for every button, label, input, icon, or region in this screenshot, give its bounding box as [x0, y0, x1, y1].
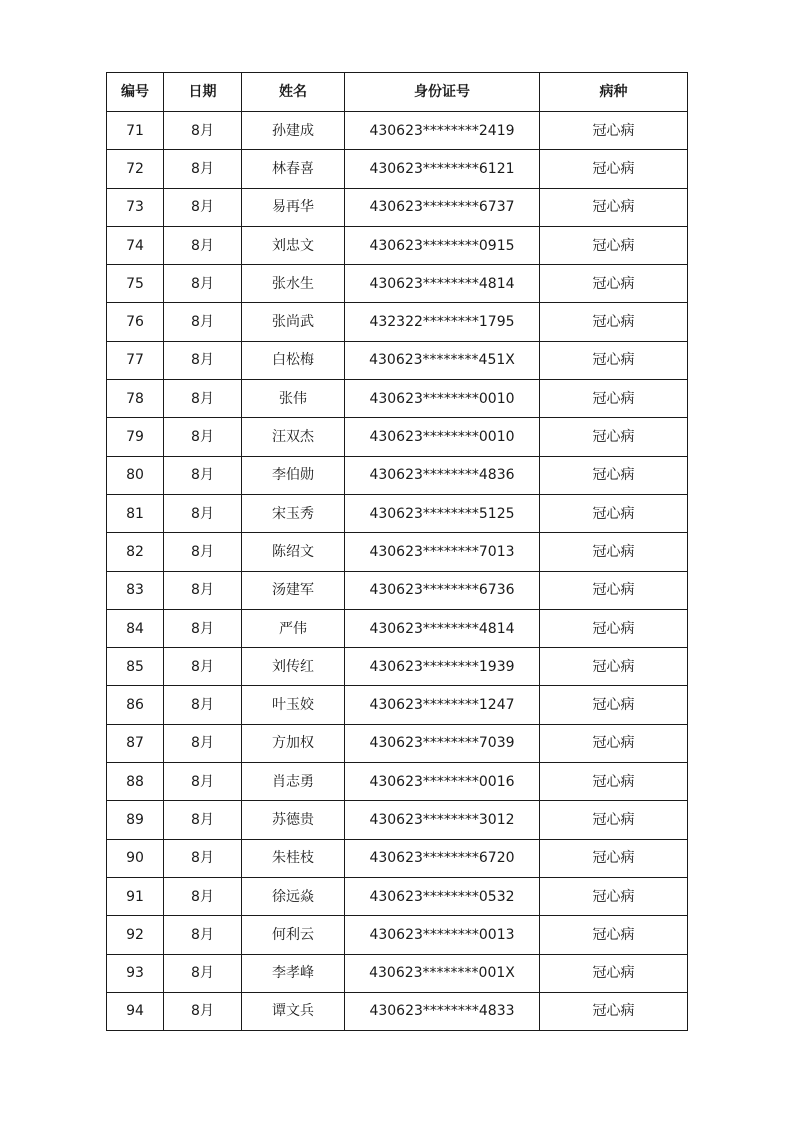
cell-disease: 冠心病 [540, 150, 688, 188]
cell-id-number: 430623********0532 [345, 877, 540, 915]
cell-disease: 冠心病 [540, 494, 688, 532]
cell-id: 94 [107, 992, 164, 1030]
header-id-number: 身份证号 [345, 73, 540, 112]
cell-date: 8月 [164, 188, 242, 226]
cell-id: 79 [107, 418, 164, 456]
cell-name: 叶玉姣 [242, 686, 345, 724]
table-row [107, 150, 688, 188]
cell-id-number: 430623********6736 [345, 571, 540, 609]
cell-id: 92 [107, 916, 164, 954]
table-row [107, 839, 688, 877]
cell-disease: 冠心病 [540, 303, 688, 341]
table-row [107, 648, 688, 686]
cell-date: 8月 [164, 341, 242, 379]
cell-name: 何利云 [242, 916, 345, 954]
table-row [107, 763, 688, 801]
table-row [107, 380, 688, 418]
cell-id-number: 430623********1939 [345, 648, 540, 686]
cell-date: 8月 [164, 303, 242, 341]
header-date: 日期 [164, 73, 242, 112]
cell-id-number: 430623********0013 [345, 916, 540, 954]
cell-disease: 冠心病 [540, 648, 688, 686]
cell-disease: 冠心病 [540, 839, 688, 877]
cell-disease: 冠心病 [540, 533, 688, 571]
cell-name: 易再华 [242, 188, 345, 226]
cell-disease: 冠心病 [540, 188, 688, 226]
cell-id: 71 [107, 112, 164, 150]
cell-name: 谭文兵 [242, 992, 345, 1030]
cell-name: 汪双杰 [242, 418, 345, 456]
cell-id: 75 [107, 265, 164, 303]
cell-date: 8月 [164, 380, 242, 418]
cell-id-number: 430623********6720 [345, 839, 540, 877]
cell-name: 刘忠文 [242, 226, 345, 264]
cell-date: 8月 [164, 533, 242, 571]
header-id: 编号 [107, 73, 164, 112]
table-row [107, 303, 688, 341]
cell-disease: 冠心病 [540, 341, 688, 379]
cell-id: 90 [107, 839, 164, 877]
cell-id-number: 430623********0010 [345, 418, 540, 456]
cell-id-number: 430623********6121 [345, 150, 540, 188]
cell-id: 82 [107, 533, 164, 571]
cell-name: 张伟 [242, 380, 345, 418]
cell-id: 85 [107, 648, 164, 686]
table-row [107, 686, 688, 724]
cell-id: 83 [107, 571, 164, 609]
cell-disease: 冠心病 [540, 609, 688, 647]
cell-date: 8月 [164, 724, 242, 762]
cell-name: 李伯勋 [242, 456, 345, 494]
cell-date: 8月 [164, 839, 242, 877]
cell-date: 8月 [164, 916, 242, 954]
cell-date: 8月 [164, 571, 242, 609]
cell-id-number: 430623********4833 [345, 992, 540, 1030]
cell-id-number: 430623********1247 [345, 686, 540, 724]
table-row [107, 992, 688, 1030]
header-row [107, 73, 688, 112]
cell-id: 74 [107, 226, 164, 264]
cell-id: 87 [107, 724, 164, 762]
cell-date: 8月 [164, 609, 242, 647]
table-row [107, 916, 688, 954]
cell-id: 91 [107, 877, 164, 915]
cell-disease: 冠心病 [540, 916, 688, 954]
cell-name: 宋玉秀 [242, 494, 345, 532]
cell-name: 张尚武 [242, 303, 345, 341]
table-row [107, 494, 688, 532]
cell-id-number: 430623********0010 [345, 380, 540, 418]
cell-id: 81 [107, 494, 164, 532]
table-row [107, 877, 688, 915]
cell-id-number: 430623********7013 [345, 533, 540, 571]
cell-id: 76 [107, 303, 164, 341]
cell-name: 孙建成 [242, 112, 345, 150]
table-row [107, 533, 688, 571]
cell-disease: 冠心病 [540, 763, 688, 801]
cell-disease: 冠心病 [540, 265, 688, 303]
table-row [107, 801, 688, 839]
table-row [107, 456, 688, 494]
cell-disease: 冠心病 [540, 686, 688, 724]
cell-disease: 冠心病 [540, 877, 688, 915]
cell-disease: 冠心病 [540, 112, 688, 150]
cell-id: 73 [107, 188, 164, 226]
table-body [107, 112, 688, 1031]
cell-name: 苏德贵 [242, 801, 345, 839]
cell-disease: 冠心病 [540, 226, 688, 264]
cell-date: 8月 [164, 877, 242, 915]
table-row [107, 418, 688, 456]
cell-date: 8月 [164, 992, 242, 1030]
cell-id: 89 [107, 801, 164, 839]
cell-disease: 冠心病 [540, 571, 688, 609]
cell-id-number: 430623********001X [345, 954, 540, 992]
cell-date: 8月 [164, 112, 242, 150]
cell-disease: 冠心病 [540, 418, 688, 456]
cell-name: 朱桂枝 [242, 839, 345, 877]
cell-date: 8月 [164, 648, 242, 686]
cell-disease: 冠心病 [540, 456, 688, 494]
table-row [107, 571, 688, 609]
cell-id-number: 430623********0915 [345, 226, 540, 264]
cell-id-number: 432322********1795 [345, 303, 540, 341]
cell-name: 方加权 [242, 724, 345, 762]
cell-id-number: 430623********5125 [345, 494, 540, 532]
cell-id-number: 430623********4836 [345, 456, 540, 494]
cell-disease: 冠心病 [540, 801, 688, 839]
patient-table [106, 72, 688, 1031]
cell-date: 8月 [164, 456, 242, 494]
cell-name: 刘传红 [242, 648, 345, 686]
cell-name: 张水生 [242, 265, 345, 303]
cell-id: 88 [107, 763, 164, 801]
cell-id: 93 [107, 954, 164, 992]
table-row [107, 609, 688, 647]
table-row [107, 724, 688, 762]
cell-name: 白松梅 [242, 341, 345, 379]
cell-name: 严伟 [242, 609, 345, 647]
cell-id: 86 [107, 686, 164, 724]
cell-date: 8月 [164, 801, 242, 839]
cell-date: 8月 [164, 226, 242, 264]
cell-id-number: 430623********4814 [345, 265, 540, 303]
cell-id: 72 [107, 150, 164, 188]
cell-id: 80 [107, 456, 164, 494]
cell-date: 8月 [164, 494, 242, 532]
cell-date: 8月 [164, 265, 242, 303]
cell-id-number: 430623********6737 [345, 188, 540, 226]
cell-id-number: 430623********451X [345, 341, 540, 379]
table-row [107, 341, 688, 379]
cell-name: 汤建军 [242, 571, 345, 609]
cell-id-number: 430623********3012 [345, 801, 540, 839]
cell-disease: 冠心病 [540, 954, 688, 992]
cell-id: 84 [107, 609, 164, 647]
cell-date: 8月 [164, 418, 242, 456]
cell-name: 徐远焱 [242, 877, 345, 915]
cell-id: 77 [107, 341, 164, 379]
cell-date: 8月 [164, 150, 242, 188]
cell-date: 8月 [164, 763, 242, 801]
table-row [107, 226, 688, 264]
table-row [107, 954, 688, 992]
cell-name: 李孝峰 [242, 954, 345, 992]
cell-disease: 冠心病 [540, 380, 688, 418]
cell-id-number: 430623********2419 [345, 112, 540, 150]
table-row [107, 112, 688, 150]
cell-id-number: 430623********7039 [345, 724, 540, 762]
cell-id: 78 [107, 380, 164, 418]
table-row [107, 188, 688, 226]
cell-disease: 冠心病 [540, 992, 688, 1030]
header-disease: 病种 [540, 73, 688, 112]
cell-id-number: 430623********0016 [345, 763, 540, 801]
cell-date: 8月 [164, 686, 242, 724]
cell-date: 8月 [164, 954, 242, 992]
header-name: 姓名 [242, 73, 345, 112]
cell-id-number: 430623********4814 [345, 609, 540, 647]
cell-disease: 冠心病 [540, 724, 688, 762]
cell-name: 肖志勇 [242, 763, 345, 801]
cell-name: 林春喜 [242, 150, 345, 188]
cell-name: 陈绍文 [242, 533, 345, 571]
table-header [107, 73, 688, 112]
table-row [107, 265, 688, 303]
